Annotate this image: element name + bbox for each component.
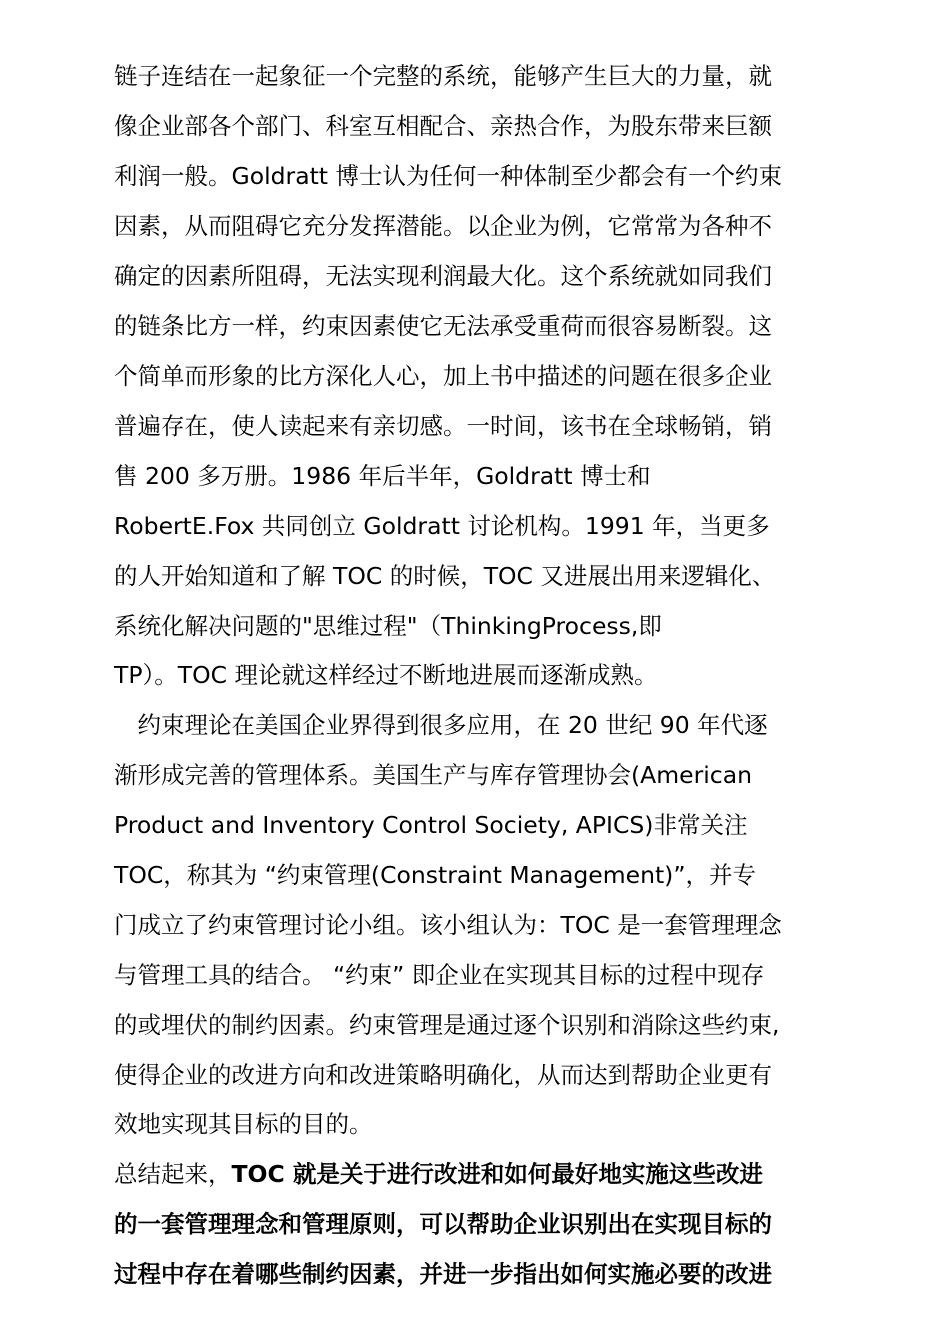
text-line: 因素，从而阻碍它充分发挥潜能。以企业为例，它常常为各种不 — [114, 212, 772, 240]
text-line: 确定的因素所阻碍，无法实现利润最大化。这个系统就如同我们 — [114, 262, 772, 290]
text-line: 渐形成完善的管理体系。美国生产与库存管理协会(American — [114, 761, 752, 789]
text-line: TP）。TOC 理论就这样经过不断地进展而逐渐成熟。 — [114, 661, 658, 689]
text-line: 约束理论在美国企业界得到很多应用，在 20 世纪 90 年代逐 — [114, 711, 768, 739]
summary-prefix: 总结起来， — [114, 1160, 232, 1188]
text-line: RobertE.Fox 共同创立 Goldratt 讨论机构。1991 年，当更多 — [114, 512, 770, 540]
text-line: 的链条比方一样，约束因素使它无法承受重荷而很容易断裂。这 — [114, 312, 772, 340]
text-line: 效地实现其目标的目的。 — [114, 1110, 373, 1138]
summary-bold-text: TOC 就是关于进行改进和如何最好地实施这些改进 — [231, 1160, 763, 1188]
text-line: 个简单而形象的比方深化人心，加上书中描述的问题在很多企业 — [114, 362, 772, 390]
text-line: 的或埋伏的制约因素。约束管理是通过逐个识别和消除这些约束, — [114, 1011, 780, 1039]
text-line: 与管理工具的结合。 “约束” 即企业在实现其目标的过程中现存 — [114, 961, 765, 989]
text-line: 链子连结在一起象征一个完整的系统，能够产生巨大的力量，就 — [114, 62, 772, 90]
text-line: Product and Inventory Control Society, APICS)非常关注 — [114, 811, 748, 839]
text-line: 门成立了约束管理讨论小组。该小组认为：TOC 是一套管理理念 — [114, 911, 782, 939]
text-line: TOC，称其为 “约束管理(Constraint Management)”，并专 — [114, 861, 757, 889]
text-line: 售 200 多万册。1986 年后半年，Goldratt 博士和 — [114, 462, 651, 490]
text-line: 的人开始知道和了解 TOC 的时候，TOC 又进展出用来逻辑化、 — [114, 562, 776, 590]
text-line: 像企业部各个部门、科室互相配合、亲热合作，为股东带来巨额 — [114, 112, 772, 140]
text-line: 使得企业的改进方向和改进策略明确化，从而达到帮助企业更有 — [114, 1061, 772, 1089]
text-line: 利润一般。Goldratt 博士认为任何一种体制至少都会有一个约束 — [114, 162, 782, 190]
text-line: 普遍存在，使人读起来有亲切感。一时间，该书在全球畅销，销 — [114, 412, 772, 440]
summary-bold-line: 过程中存在着哪些制约因素，并进一步指出如何实施必要的改进 — [114, 1260, 772, 1288]
summary-line — [114, 1159, 763, 1189]
text-line: 系统化解决问题的"思维过程"（ThinkingProcess,即 — [114, 612, 662, 640]
summary-bold-line: 的一套管理理念和管理原则，可以帮助企业识别出在实现目标的 — [114, 1210, 772, 1238]
